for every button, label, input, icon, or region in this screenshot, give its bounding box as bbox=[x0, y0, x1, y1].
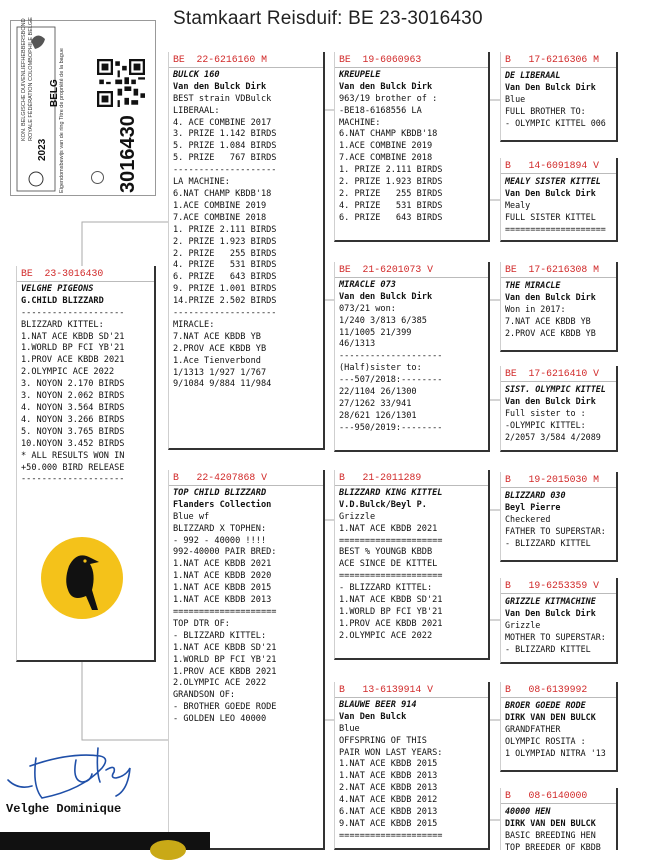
subject-line: 3. NOYON 2.062 BIRDS bbox=[21, 391, 125, 402]
ring-org-line2: ROYALE FÉDÉRATION COLOMBOPHILE BELGE bbox=[28, 17, 34, 141]
sss-ring: B 17-6216306 M bbox=[501, 54, 616, 68]
subject-line: 1.NAT ACE KBDB SD'21 bbox=[21, 331, 125, 342]
ssd-line: FULL SISTER KITTEL bbox=[505, 211, 596, 222]
dam-dam-line: 1.NAT ACE KBDB 2013 bbox=[339, 771, 438, 782]
dam-sire-line: 1.NAT ACE KBDB SD'21 bbox=[339, 595, 443, 606]
dam-sire-card bbox=[334, 470, 490, 660]
dam-sire-line: 2.OLYMPIC ACE 2022 bbox=[339, 630, 433, 641]
dam-dam-name: BLAUWE BEER 914 bbox=[339, 699, 417, 710]
sire-line: 4. PRIZE 531 BIRDS bbox=[173, 260, 277, 271]
dds-owner: DIRK VAN DEN BULCK bbox=[505, 711, 596, 722]
subject-line: +50.000 BIRD RELEASE bbox=[21, 462, 125, 473]
sdd-card bbox=[500, 366, 618, 452]
dam-line: - GOLDEN LEO 40000 bbox=[173, 714, 267, 725]
sire-line: 1/1313 1/927 1/767 bbox=[173, 367, 267, 378]
dam-dam-owner: Van Den Bulck bbox=[339, 711, 407, 722]
dam-line: - BLIZZARD KITTEL: bbox=[173, 630, 267, 641]
dam-dam-line: 2.NAT ACE KBDB 2013 bbox=[339, 783, 438, 794]
dds-line: GRANDFATHER bbox=[505, 723, 561, 734]
subject-owner: G.CHILD BLIZZARD bbox=[21, 295, 104, 306]
dam-line: 1.NAT ACE KBDB 2013 bbox=[173, 595, 272, 606]
dam-ring: B 22-4207868 V bbox=[169, 472, 323, 486]
sire-sire-line: 2. PRIZE 255 BIRDS bbox=[339, 188, 443, 199]
sire-dam-line: 22/1104 26/1300 bbox=[339, 387, 417, 398]
dam-dam-line: PAIR WON LAST YEARS: bbox=[339, 747, 443, 758]
ring-org-line1: KON. BELGISCHE DUIVENLIEFHEBBERSBOND bbox=[21, 18, 27, 141]
ssd-owner: Van Den Bulck Dirk bbox=[505, 187, 596, 198]
qr-code-icon bbox=[97, 59, 145, 107]
ddd-owner: DIRK VAN DEN BULCK bbox=[505, 817, 596, 828]
dsd-line: - BLIZZARD KITTEL bbox=[505, 643, 591, 654]
sire-dam-line: 28/621 126/1301 bbox=[339, 410, 417, 421]
sire-sire-line: -BE18-6168556 LA bbox=[339, 105, 422, 116]
sire-dam-owner: Van den Bulck Dirk bbox=[339, 291, 433, 302]
ring-certificate bbox=[10, 17, 156, 196]
sire-sire-line: 2. PRIZE 1.923 BIRDS bbox=[339, 177, 443, 188]
subject-line: 5. NOYON 3.765 BIRDS bbox=[21, 426, 125, 437]
dsd-owner: Van Den Bulck Dirk bbox=[505, 607, 596, 618]
sire-ring: BE 22-6216160 M bbox=[169, 54, 323, 68]
subject-line: 2.OLYMPIC ACE 2022 bbox=[21, 367, 115, 378]
sire-line: 7.NAT ACE KBDB YB bbox=[173, 331, 261, 342]
sire-line: 14.PRIZE 2.502 BIRDS bbox=[173, 296, 277, 307]
dam-dam-line: Blue bbox=[339, 723, 360, 734]
dam-sire-line: 1.PROV ACE KBDB 2021 bbox=[339, 618, 443, 629]
sss-owner: Van Den Bulck Dirk bbox=[505, 81, 596, 92]
dam-line: 1.NAT ACE KBDB 2021 bbox=[173, 559, 272, 570]
ring-number: 3016430 bbox=[117, 115, 139, 193]
subject-line: -------------------- bbox=[21, 307, 125, 318]
sds-name: THE MIRACLE bbox=[505, 279, 561, 290]
sire-line: 1.Ace Tienverbond bbox=[173, 355, 261, 366]
owner-signature-name: Velghe Dominique bbox=[6, 802, 122, 816]
ddd-line: TOP BREEDER OF KBDB bbox=[505, 841, 601, 850]
sire-sire-card bbox=[334, 52, 490, 242]
dss-name: BLIZZARD 030 bbox=[505, 489, 566, 500]
sdd-line: -OLYMPIC KITTEL: bbox=[505, 419, 586, 430]
dam-sire-ring: B 21-2011289 bbox=[335, 472, 488, 486]
dam-dam-ring: B 13-6139914 V bbox=[335, 684, 488, 698]
ring-year: 2023 bbox=[37, 138, 48, 161]
sire-line: 5. PRIZE 1.084 BIRDS bbox=[173, 141, 277, 152]
ssd-line: Mealy bbox=[505, 199, 531, 210]
ring-country: BELG bbox=[49, 79, 60, 107]
sdd-owner: Van den Bulck Dirk bbox=[505, 395, 596, 406]
sire-owner: Van den Bulck Dirk bbox=[173, 81, 267, 92]
footer-logo-fragment bbox=[150, 840, 186, 860]
sire-line: BEST strain VDBulck bbox=[173, 93, 272, 104]
sire-dam-line: 27/1262 33/941 bbox=[339, 398, 412, 409]
sire-line: 6. PRIZE 643 BIRDS bbox=[173, 272, 277, 283]
sire-card bbox=[168, 52, 325, 450]
ring-punch-hole bbox=[91, 171, 104, 184]
dsd-line: Grizzle bbox=[505, 619, 541, 630]
dss-line: FATHER TO SUPERSTAR: bbox=[505, 525, 606, 536]
dam-line: - 992 - 40000 !!!! bbox=[173, 535, 267, 546]
sire-line: 9/1084 9/884 11/984 bbox=[173, 379, 272, 390]
sire-sire-line: 7.ACE COMBINE 2018 bbox=[339, 153, 433, 164]
sdd-line: 2/2057 3/584 4/2089 bbox=[505, 431, 601, 442]
dam-sire-name: BLIZZARD KING KITTEL bbox=[339, 487, 443, 498]
dam-line: Blue wf bbox=[173, 511, 210, 522]
sds-card bbox=[500, 262, 618, 352]
dss-card bbox=[500, 472, 618, 562]
dam-line: TOP DTR OF: bbox=[173, 618, 230, 629]
sire-sire-line: 4. PRIZE 531 BIRDS bbox=[339, 200, 443, 211]
dsd-line: MOTHER TO SUPERSTAR: bbox=[505, 631, 606, 642]
dds-ring: B 08-6139992 bbox=[501, 684, 616, 698]
dam-sire-line: 1.WORLD BP FCI YB'21 bbox=[339, 606, 443, 617]
sire-dam-card bbox=[334, 262, 490, 452]
sss-name: DE LIBERAAL bbox=[505, 69, 561, 80]
sire-line: MIRACLE: bbox=[173, 319, 215, 330]
dam-name: TOP CHILD BLIZZARD bbox=[173, 487, 267, 498]
dam-line: 1.PROV ACE KBDB 2021 bbox=[173, 666, 277, 677]
sire-line: 1. PRIZE 2.111 BIRDS bbox=[173, 224, 277, 235]
sire-dam-name: MIRACLE 073 bbox=[339, 279, 396, 290]
ssd-line: ==================== bbox=[505, 223, 606, 234]
subject-card bbox=[16, 266, 156, 662]
sdd-line: Full sister to : bbox=[505, 407, 586, 418]
dss-line: - BLIZZARD KITTEL bbox=[505, 537, 591, 548]
dds-line: 1 OLYMPIAD NITRA '13 bbox=[505, 747, 606, 758]
sss-line: FULL BROTHER TO: bbox=[505, 105, 586, 116]
ddd-line: BASIC BREEDING HEN bbox=[505, 829, 596, 840]
subject-line: 1.WORLD BP FCI YB'21 bbox=[21, 343, 125, 354]
sire-dam-line: 1/240 3/813 6/385 bbox=[339, 315, 427, 326]
sire-line: 1.ACE COMBINE 2019 bbox=[173, 200, 267, 211]
ddd-card bbox=[500, 788, 618, 850]
sire-line: 2. PRIZE 1.923 BIRDS bbox=[173, 236, 277, 247]
sire-line: -------------------- bbox=[173, 308, 277, 319]
sire-sire-line: 1. PRIZE 2.111 BIRDS bbox=[339, 165, 443, 176]
dam-sire-line: 1.NAT ACE KBDB 2021 bbox=[339, 523, 438, 534]
dds-card bbox=[500, 682, 618, 772]
dam-dam-line: ==================== bbox=[339, 830, 443, 841]
subject-line: -------------------- bbox=[21, 474, 125, 485]
dam-sire-line: Grizzle bbox=[339, 511, 376, 522]
sds-line: 2.PROV ACE KBDB YB bbox=[505, 327, 596, 338]
subject-line: * ALL RESULTS WON IN bbox=[21, 450, 125, 461]
dam-line: 1.NAT ACE KBDB SD'21 bbox=[173, 642, 277, 653]
club-logo bbox=[35, 536, 129, 620]
dam-dam-line: 4.NAT ACE KBDB 2012 bbox=[339, 795, 438, 806]
subject-ring: BE 23-3016430 bbox=[17, 268, 154, 282]
dss-ring: B 19-2015030 M bbox=[501, 474, 616, 488]
sire-dam-ring: BE 21-6201073 V bbox=[335, 264, 488, 278]
dam-line: 992-40000 PAIR BRED: bbox=[173, 547, 277, 558]
sire-dam-line: ---507/2018:-------- bbox=[339, 375, 443, 386]
sire-line: 3. PRIZE 1.142 BIRDS bbox=[173, 129, 277, 140]
dam-sire-line: ACE SINCE DE KITTEL bbox=[339, 559, 438, 570]
dss-line: Checkered bbox=[505, 513, 551, 524]
sire-line: 2. PRIZE 255 BIRDS bbox=[173, 248, 277, 259]
dsd-card bbox=[500, 578, 618, 664]
sire-dam-line: ---950/2019:-------- bbox=[339, 422, 443, 433]
dam-line: 1.WORLD BP FCI YB'21 bbox=[173, 654, 277, 665]
sdd-ring: BE 17-6216410 V bbox=[501, 368, 616, 382]
ssd-name: MEALY SISTER KITTEL bbox=[505, 175, 601, 186]
dsd-ring: B 19-6253359 V bbox=[501, 580, 616, 594]
sire-line: -------------------- bbox=[173, 165, 277, 176]
dds-name: BROER GOEDE RODE bbox=[505, 699, 586, 710]
subject-line: 4. NOYON 3.266 BIRDS bbox=[21, 414, 125, 425]
sss-line: - OLYMPIC KITTEL 006 bbox=[505, 117, 606, 128]
dsd-name: GRIZZLE KITMACHINE bbox=[505, 595, 596, 606]
dam-line: 1.NAT ACE KBDB 2015 bbox=[173, 583, 272, 594]
dam-line: GRANDSON OF: bbox=[173, 690, 236, 701]
dam-dam-line: 1.NAT ACE KBDB 2015 bbox=[339, 759, 438, 770]
sdd-name: SIST. OLYMPIC KITTEL bbox=[505, 383, 606, 394]
dam-sire-line: BEST % YOUNGB KBDB bbox=[339, 547, 433, 558]
dam-line: 2.OLYMPIC ACE 2022 bbox=[173, 678, 267, 689]
sire-line: LA MACHINE: bbox=[173, 177, 230, 188]
sire-dam-line: 073/21 won: bbox=[339, 303, 396, 314]
ssd-card bbox=[500, 158, 618, 242]
sire-sire-line: 6. PRIZE 643 BIRDS bbox=[339, 212, 443, 223]
ssd-ring: B 14-6091894 V bbox=[501, 160, 616, 174]
sire-line: 6.NAT CHAMP KBDB'18 bbox=[173, 188, 272, 199]
sire-line: 4. ACE COMBINE 2017 bbox=[173, 117, 272, 128]
ddd-name: 40000 HEN bbox=[505, 805, 551, 816]
dam-line: ==================== bbox=[173, 606, 277, 617]
sire-line: 5. PRIZE 767 BIRDS bbox=[173, 153, 277, 164]
sire-sire-name: KREUPELE bbox=[339, 69, 381, 80]
sire-sire-line: MACHINE: bbox=[339, 117, 381, 128]
subject-name: VELGHE PIGEONS bbox=[21, 283, 94, 294]
sire-dam-line: -------------------- bbox=[339, 351, 443, 362]
dam-sire-line: ==================== bbox=[339, 571, 443, 582]
sire-line: 2.PROV ACE KBDB YB bbox=[173, 343, 267, 354]
dam-dam-card bbox=[334, 682, 490, 850]
sire-dam-line: (Half)sister to: bbox=[339, 363, 422, 374]
sds-ring: BE 17-6216308 M bbox=[501, 264, 616, 278]
dam-owner: Flanders Collection bbox=[173, 499, 272, 510]
subject-line: 4. NOYON 3.564 BIRDS bbox=[21, 402, 125, 413]
subject-line: BLIZZARD KITTEL: bbox=[21, 319, 104, 330]
handwritten-signature bbox=[6, 720, 156, 805]
sds-owner: Van den Bulck Dirk bbox=[505, 291, 596, 302]
dam-dam-line: OFFSPRING OF THIS bbox=[339, 735, 427, 746]
sss-line: Blue bbox=[505, 93, 526, 104]
sds-line: Won in 2017: bbox=[505, 303, 566, 314]
dam-line: 1.NAT ACE KBDB 2020 bbox=[173, 571, 272, 582]
sire-sire-ring: BE 19-6060963 bbox=[335, 54, 488, 68]
dss-owner: Beyl Pierre bbox=[505, 501, 561, 512]
ring-org-line3: Eigendomsbewijs van de ring Titre de propriété de la bague bbox=[59, 48, 65, 193]
page-title: Stamkaart Reisduif: BE 23-3016430 bbox=[173, 8, 483, 29]
dam-dam-line: 9.NAT ACE KBDB 2015 bbox=[339, 818, 438, 829]
dam-sire-owner: V.D.Bulck/Beyl P. bbox=[339, 499, 427, 510]
sire-dam-line: 11/1005 21/399 bbox=[339, 327, 412, 338]
sire-line: 9. PRIZE 1.001 BIRDS bbox=[173, 284, 277, 295]
sire-name: BULCK 160 bbox=[173, 69, 220, 80]
sire-dam-line: 46/1313 bbox=[339, 339, 376, 350]
sire-line: 7.ACE COMBINE 2018 bbox=[173, 212, 267, 223]
subject-line: 3. NOYON 2.170 BIRDS bbox=[21, 379, 125, 390]
sire-sire-line: 963/19 brother of : bbox=[339, 93, 438, 104]
ddd-ring: B 08-6140000 bbox=[501, 790, 616, 804]
sire-line: LIBERAAL: bbox=[173, 105, 220, 116]
dam-dam-line: 6.NAT ACE KBDB 2013 bbox=[339, 807, 438, 818]
dam-sire-line: - BLIZZARD KITTEL: bbox=[339, 583, 433, 594]
subject-line: 10.NOYON 3.452 BIRDS bbox=[21, 438, 125, 449]
subject-line: 1.PROV ACE KBDB 2021 bbox=[21, 355, 125, 366]
dam-card bbox=[168, 470, 325, 850]
sds-line: 7.NAT ACE KBDB YB bbox=[505, 315, 591, 326]
sire-sire-line: 1.ACE COMBINE 2019 bbox=[339, 141, 433, 152]
dam-line: - BROTHER GOEDE RODE bbox=[173, 702, 277, 713]
dam-line: BLIZZARD X TOPHEN: bbox=[173, 523, 267, 534]
dds-line: OLYMPIC ROSITA : bbox=[505, 735, 586, 746]
sss-card bbox=[500, 52, 618, 142]
sire-sire-line: 6.NAT CHAMP KBDB'18 bbox=[339, 129, 438, 140]
dam-sire-line: ==================== bbox=[339, 535, 443, 546]
sire-sire-owner: Van den Bulck Dirk bbox=[339, 81, 433, 92]
